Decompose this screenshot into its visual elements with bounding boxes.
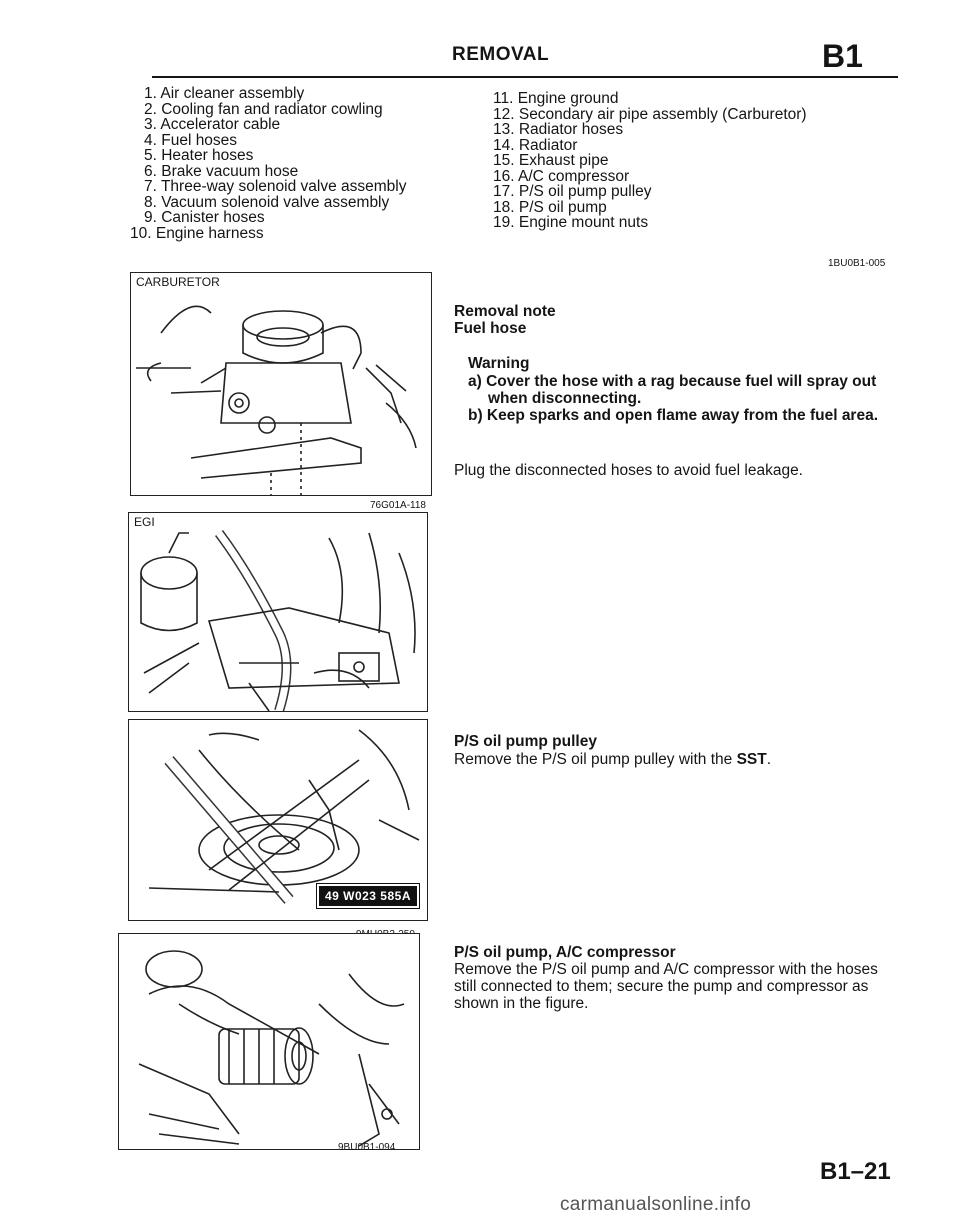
- removal-note-heading: Removal note: [454, 303, 556, 320]
- page-number: B1–21: [820, 1158, 891, 1185]
- list-item: 12. Secondary air pipe assembly (Carburetor): [493, 105, 807, 123]
- compressor-figure: [118, 933, 420, 1150]
- list-item: 8. Vacuum solenoid valve assembly: [144, 193, 390, 211]
- egi-illustration: [129, 513, 427, 711]
- compressor-illustration: [119, 934, 419, 1149]
- list-item: 5. Heater hoses: [144, 147, 254, 164]
- watermark: carmanualsonline.info: [560, 1194, 752, 1215]
- warning-item-a: a) Cover the hose with a rag because fuel will spray out when disconnecting.: [468, 373, 877, 407]
- figure-code: 76G01A-118: [370, 500, 426, 511]
- list-item: 6. Brake vacuum hose: [144, 162, 299, 180]
- list-item: 9. Canister hoses: [144, 209, 265, 226]
- list-item: 11. Engine ground: [493, 90, 619, 107]
- list-item: 10. Engine harness: [130, 224, 264, 242]
- figure-label: CARBURETOR: [133, 275, 223, 289]
- pulley-body-end: .: [766, 751, 772, 768]
- list-item: 2. Cooling fan and radiator cowling: [144, 100, 383, 118]
- list-item: 17. P/S oil pump pulley: [493, 183, 652, 200]
- pulley-body: [454, 751, 894, 768]
- parts-figure-code: 1BU0B1-005: [828, 258, 886, 269]
- list-item: 16. A/C compressor: [493, 167, 630, 185]
- list-item: 15. Exhaust pipe: [493, 152, 609, 169]
- list-item: 1. Air cleaner assembly: [144, 85, 305, 102]
- warning-title: Warning: [468, 355, 530, 372]
- list-item: 19. Engine mount nuts: [493, 214, 649, 231]
- list-item: 18. P/S oil pump: [493, 198, 607, 216]
- pump-body: Remove the P/S oil pump and A/C compressor with the hoses still connected to them; secure the pump and compressor as shown in the figure.: [454, 961, 878, 1012]
- warning-block: [468, 355, 898, 424]
- carburetor-figure: [130, 272, 432, 496]
- parts-list-right: [493, 91, 807, 231]
- pulley-heading: P/S oil pump pulley: [454, 733, 597, 750]
- sst-reference: SST: [736, 751, 767, 768]
- pulley-figure: [128, 719, 428, 921]
- fuel-hose-heading: Fuel hose: [454, 320, 527, 337]
- list-item: 3. Accelerator cable: [144, 116, 281, 133]
- sst-label: 49 W023 585A: [317, 884, 419, 908]
- figure-label: EGI: [131, 515, 158, 529]
- fuel-hose-body: Plug the disconnected hoses to avoid fuel leakage.: [454, 462, 803, 479]
- warning-item-b: b) Keep sparks and open flame away from the fuel area.: [468, 407, 879, 424]
- pump-heading: P/S oil pump, A/C compressor: [454, 944, 676, 961]
- list-item: 4. Fuel hoses: [144, 131, 238, 149]
- carburetor-illustration: [131, 273, 431, 495]
- egi-figure: [128, 512, 428, 712]
- list-item: 13. Radiator hoses: [493, 121, 624, 138]
- page-title: REMOVAL: [452, 44, 550, 65]
- list-item: 14. Radiator: [493, 136, 578, 154]
- parts-list-left: [130, 86, 406, 241]
- pulley-body-text: Remove the P/S oil pump pulley with the: [454, 751, 737, 768]
- section-code: B1: [822, 38, 863, 74]
- header-rule: [152, 76, 898, 78]
- figure-code: 9BU0B1-094: [338, 1142, 396, 1153]
- list-item: 7. Three-way solenoid valve assembly: [144, 178, 407, 195]
